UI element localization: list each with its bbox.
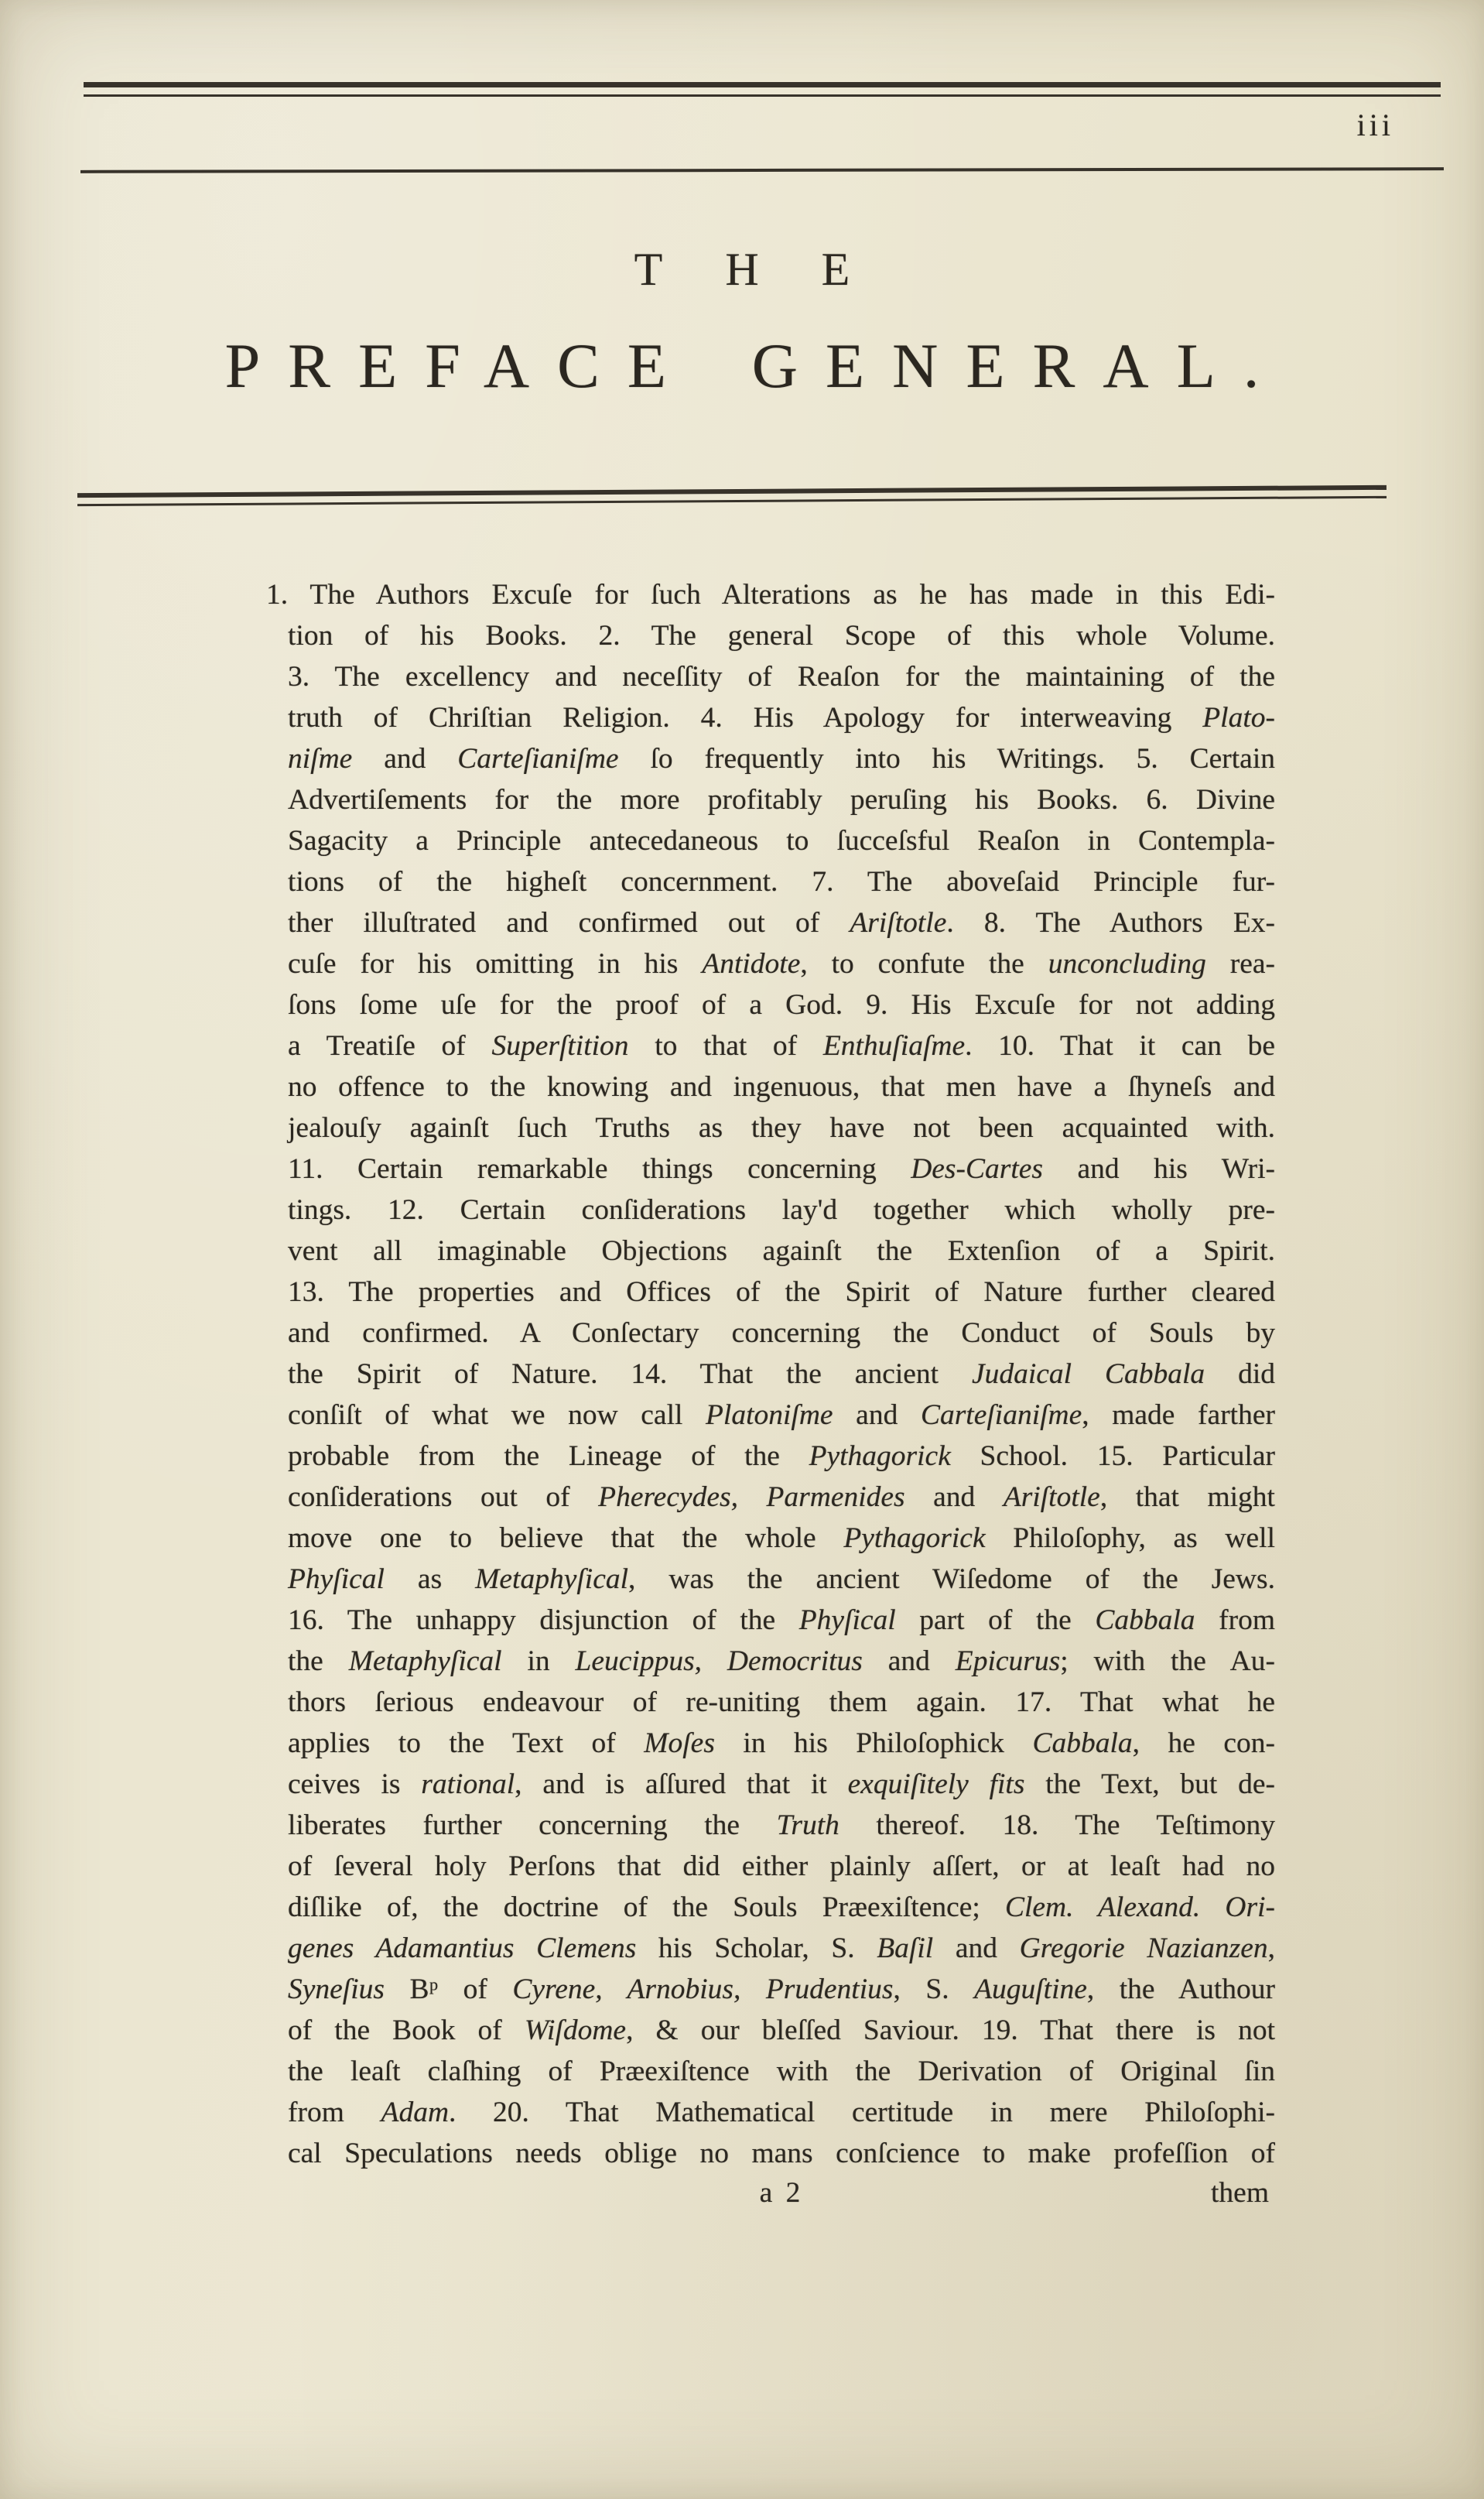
text-segment: Advertiſements for the more profitably peruſing his Books. 6. Divine <box>288 784 1275 816</box>
text-line <box>288 1149 1275 1190</box>
catchword: them <box>1211 2177 1269 2209</box>
text-segment: Auguſtine <box>974 1974 1087 2005</box>
text-segment: truth of Chriſtian Religion. 4. His Apology for interweaving <box>288 702 1203 734</box>
text-line <box>288 1600 1275 1641</box>
text-segment: , <box>1267 1932 1275 1964</box>
text-segment: jealouſy againſt ſuch Truths as they have not been acquainted with. <box>288 1112 1275 1144</box>
text-segment: exquiſitely fits <box>847 1768 1025 1800</box>
text-segment: rea- <box>1205 948 1275 980</box>
text-segment: in his Philoſophick <box>714 1727 1033 1759</box>
text-segment: Metaphyſical <box>348 1645 502 1677</box>
text-segment: Judaical Cabbala <box>971 1358 1205 1390</box>
text-line <box>288 738 1275 779</box>
summary-paragraph <box>266 574 1275 2174</box>
text-segment: from <box>288 2097 381 2128</box>
text-line <box>288 1190 1275 1231</box>
text-segment: , & our bleſſed Saviour. 19. That there is not <box>626 2015 1275 2046</box>
text-segment: Pythagorick <box>843 1522 986 1554</box>
text-segment: part of the <box>895 1604 1096 1636</box>
text-segment: 1. The Authors Excuſe for ſuch Alterations as he has made in this Edi- <box>266 579 1275 611</box>
text-segment: genes Adamantius Clemens <box>288 1932 637 1964</box>
text-segment: probable from the Lineage of the <box>288 1440 809 1472</box>
text-segment: cal Speculations needs oblige no mans conſcience to make profeſſion of <box>288 2138 1275 2169</box>
text-segment: niſme <box>288 743 353 775</box>
text-segment: Des-Cartes <box>911 1153 1044 1185</box>
text-segment: , the Authour <box>1086 1974 1275 2005</box>
text-segment: cuſe for his omitting in his <box>288 948 703 980</box>
title-rule <box>77 485 1387 506</box>
text-segment: and <box>862 1645 956 1677</box>
page-title: PREFACE GENERAL. <box>224 330 1287 401</box>
text-segment: rational <box>421 1768 515 1800</box>
text-segment: and <box>904 1481 1004 1513</box>
text-segment: vent all imaginable Objections againſt the Extenſion of a Spirit. <box>288 1235 1275 1267</box>
text-segment: Enthuſiaſme <box>822 1030 966 1062</box>
text-segment: , to confute the <box>800 948 1048 980</box>
text-line <box>288 2051 1275 2092</box>
text-segment: the Spirit of Nature. 14. That the ancient <box>288 1358 972 1390</box>
text-segment: 16. The unhappy disjunction of the <box>288 1604 799 1636</box>
text-segment: Moſes <box>644 1727 715 1759</box>
text-segment: diſlike of, the doctrine of the Souls Præexiſtence; <box>288 1891 1005 1923</box>
text-segment: tions of the higheſt concernment. 7. The aboveſaid Principle fur- <box>288 866 1275 898</box>
text-line <box>288 984 1275 1025</box>
text-segment: 11. Certain remarkable things concerning <box>288 1153 911 1185</box>
text-line <box>288 861 1275 902</box>
text-segment: Pherecydes, Parmenides <box>598 1481 905 1513</box>
text-line <box>288 1723 1275 1764</box>
text-segment: Platoniſme <box>706 1399 833 1431</box>
text-segment: move one to believe that the whole <box>288 1522 844 1554</box>
text-segment: and <box>933 1932 1020 1964</box>
text-line <box>288 2010 1275 2051</box>
text-line <box>288 1107 1275 1149</box>
text-segment: Gregorie Nazianzen <box>1019 1932 1268 1964</box>
text-segment: Phyſical <box>798 1604 896 1636</box>
text-segment: of the Book of <box>288 2015 525 2046</box>
text-line <box>288 615 1275 656</box>
text-segment: conſiſt of what we now call <box>288 1399 706 1431</box>
text-line <box>288 1395 1275 1436</box>
text-line <box>288 1559 1275 1600</box>
text-segment: 13. The properties and Offices of the Spirit of Nature further cleared <box>288 1276 1275 1308</box>
text-line <box>288 1231 1275 1272</box>
text-segment: Cabbala <box>1095 1604 1195 1636</box>
text-segment: Syneſius <box>288 1974 385 2005</box>
text-segment: 3. The excellency and neceſſity of Reaſon for the maintaining of the <box>288 661 1275 693</box>
text-segment: of ſeveral holy Perſons that did either plainly aſſert, or at leaſt had no <box>288 1850 1275 1882</box>
text-segment: the Text, but de- <box>1024 1768 1275 1800</box>
text-line <box>288 697 1275 738</box>
text-segment: Adam <box>381 2097 450 2128</box>
text-segment: . 10. That it can be <box>965 1030 1275 1062</box>
text-line <box>288 2133 1275 2174</box>
text-line <box>288 1477 1275 1518</box>
text-line <box>288 1066 1275 1107</box>
text-segment: Pythagorick <box>809 1440 951 1472</box>
text-segment: , was the ancient Wiſedome of the Jews. <box>628 1563 1275 1595</box>
text-segment: Sagacity a Principle antecedaneous to ſucceſsful Reaſon in Contempla- <box>288 825 1275 857</box>
text-line <box>288 1025 1275 1066</box>
text-segment: unconcluding <box>1048 948 1206 980</box>
text-segment: Superſtition <box>491 1030 629 1062</box>
text-segment: did <box>1205 1358 1275 1390</box>
text-line <box>288 1887 1275 1928</box>
text-segment: tings. 12. Certain conſiderations lay'd together which wholly pre- <box>288 1194 1275 1226</box>
text-segment: Carteſianiſme <box>920 1399 1082 1431</box>
text-segment: , made farther <box>1082 1399 1275 1431</box>
text-line <box>288 1641 1275 1682</box>
text-line <box>288 1969 1275 2010</box>
text-segment: from <box>1195 1604 1275 1636</box>
text-line <box>288 1354 1275 1395</box>
text-segment: the leaſt claſhing of Præexiſtence with the Derivation of Original ſin <box>288 2056 1275 2087</box>
text-segment: . 8. The Authors Ex- <box>946 907 1275 939</box>
text-line <box>288 2092 1275 2133</box>
text-line <box>288 1846 1275 1887</box>
text-segment: liberates further concerning the <box>288 1809 777 1841</box>
text-segment: thors ſerious endeavour of re-uniting them again. 17. That what he <box>288 1686 1275 1718</box>
text-segment: tion of his Books. 2. The general Scope of this whole Volume. <box>288 620 1275 652</box>
text-segment: Plato- <box>1202 702 1275 734</box>
text-segment: ſo frequently into his Writings. 5. Certain <box>618 743 1275 775</box>
text-segment: Cyrene, Arnobius, Prudentius <box>512 1974 894 2005</box>
text-segment: Clem. Alexand. Ori- <box>1004 1891 1275 1923</box>
header-rule <box>80 167 1444 173</box>
text-segment: Cabbala <box>1032 1727 1133 1759</box>
text-segment: Phyſical <box>288 1563 385 1595</box>
text-segment: and his Wri- <box>1043 1153 1275 1185</box>
text-segment: ceives is <box>288 1768 422 1800</box>
text-segment: thereof. 18. The Teſtimony <box>839 1809 1275 1841</box>
text-segment: the <box>288 1645 349 1677</box>
half-title: THE <box>634 244 913 295</box>
text-segment: Philoſophy, as well <box>985 1522 1275 1554</box>
top-double-rule <box>84 82 1441 97</box>
text-segment: ther illuſtrated and confirmed out of <box>288 907 850 939</box>
text-segment: Ariſtotle <box>850 907 947 939</box>
text-segment: no offence to the knowing and ingenuous, that men have a ſhyneſs and <box>288 1071 1275 1103</box>
text-segment: Baſil <box>877 1932 934 1964</box>
text-segment: , he con- <box>1132 1727 1275 1759</box>
text-line <box>288 656 1275 697</box>
text-segment: a Treatiſe of <box>288 1030 492 1062</box>
page-number: iii <box>1356 108 1394 142</box>
text-segment: Wiſdome <box>524 2015 627 2046</box>
text-line <box>288 779 1275 820</box>
text-segment: Leucippus, Democritus <box>575 1645 863 1677</box>
text-segment: Antidote <box>702 948 801 980</box>
text-segment: School. 15. Particular <box>950 1440 1275 1472</box>
text-line <box>288 943 1275 984</box>
text-segment: applies to the Text of <box>288 1727 645 1759</box>
text-segment: . 20. That Mathematical certitude in mere Philoſophi- <box>449 2097 1275 2128</box>
text-line <box>288 1272 1275 1313</box>
text-segment: ; with the Au- <box>1060 1645 1275 1677</box>
text-segment: Epicurus <box>955 1645 1061 1677</box>
text-segment: Truth <box>776 1809 839 1841</box>
text-segment: Bᵖ of <box>384 1974 513 2005</box>
text-segment: his Scholar, S. <box>636 1932 877 1964</box>
text-line <box>288 1313 1275 1354</box>
text-segment: and <box>352 743 458 775</box>
text-segment: Metaphyſical <box>475 1563 629 1595</box>
signature-mark: a 2 <box>759 2177 804 2209</box>
text-line <box>288 1928 1275 1969</box>
text-segment: in <box>501 1645 576 1677</box>
text-segment: and confirmed. A Conſectary concerning the Conduct of Souls by <box>288 1317 1275 1349</box>
text-segment: Carteſianiſme <box>457 743 619 775</box>
text-segment: and <box>833 1399 921 1431</box>
text-line <box>288 820 1275 861</box>
text-segment: , that might <box>1099 1481 1275 1513</box>
text-segment: , and is aſſured that it <box>515 1768 848 1800</box>
text-line <box>288 1764 1275 1805</box>
text-line <box>288 1518 1275 1559</box>
text-line <box>266 574 1275 615</box>
text-segment: ſons ſome uſe for the proof of a God. 9. His Excuſe for not adding <box>288 989 1275 1021</box>
text-line <box>288 1436 1275 1477</box>
text-line <box>288 902 1275 943</box>
text-segment: as <box>384 1563 476 1595</box>
text-segment: conſiderations out of <box>288 1481 599 1513</box>
text-segment: , S. <box>893 1974 975 2005</box>
text-line <box>288 1805 1275 1846</box>
text-segment: Ariſtotle <box>1003 1481 1100 1513</box>
text-segment: to that of <box>628 1030 823 1062</box>
signature-line <box>288 2176 1275 2217</box>
text-line <box>288 1682 1275 1723</box>
